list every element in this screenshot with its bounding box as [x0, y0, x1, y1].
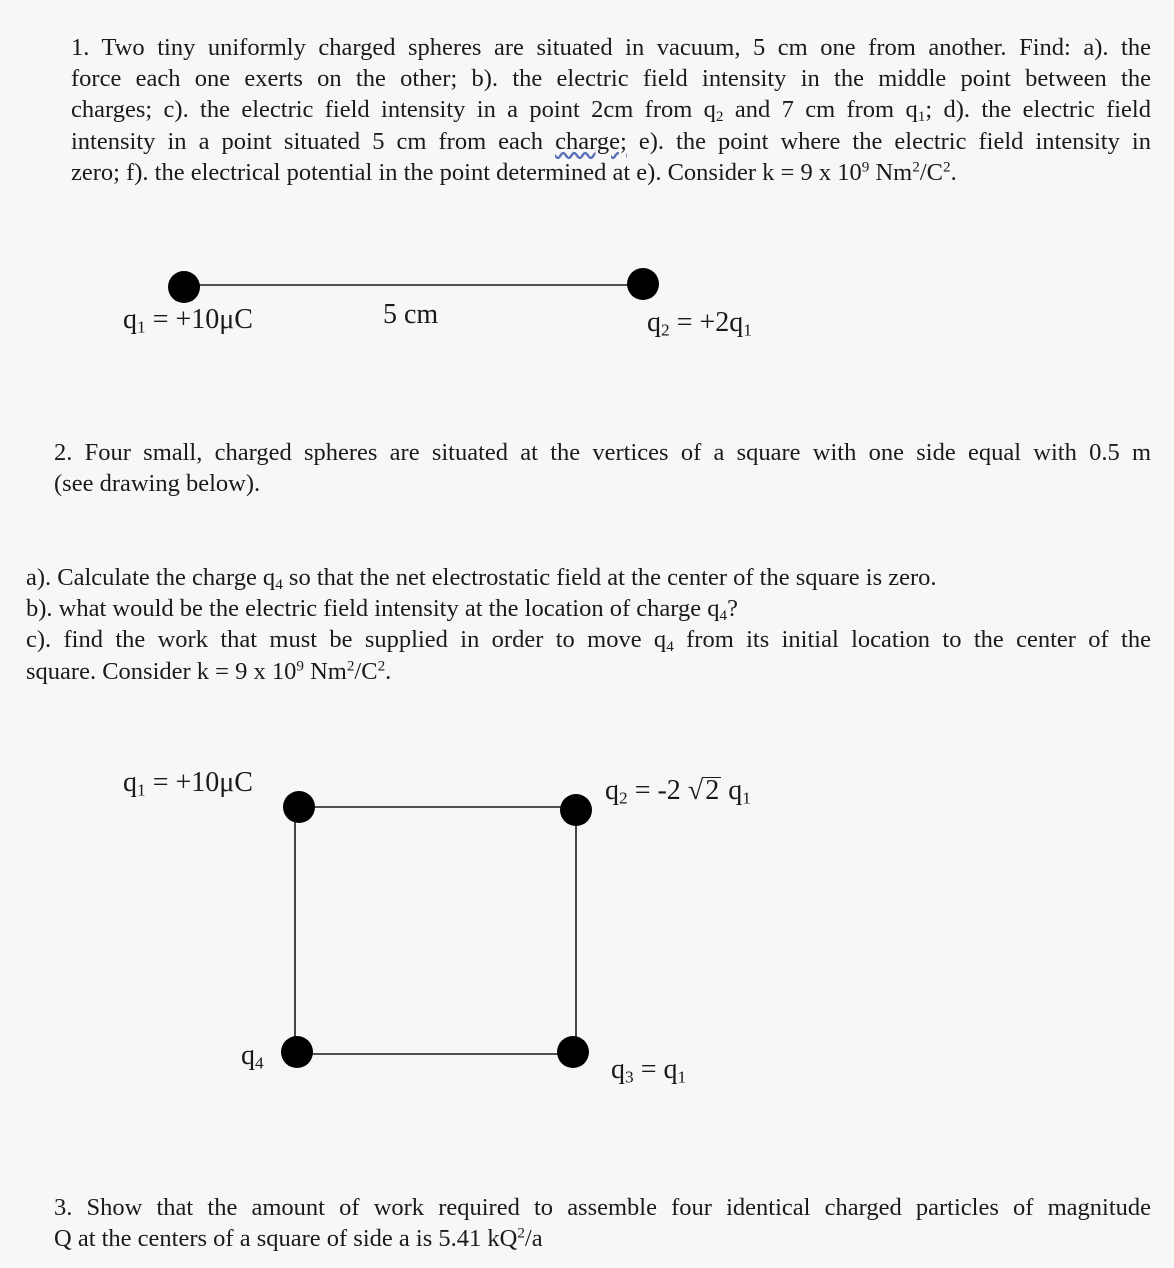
problem-1-line-4: intensity in a point situated 5 cm from each charge; e). the point where the electric field intensity in [71, 127, 1151, 155]
fig1-q2-label: $q_2 = +2q_1$ [647, 307, 752, 340]
problem-1-line-2: force each one exerts on the other; b). the electric field intensity in the middle point between the [71, 65, 1151, 93]
problem-2-line-1: 2. Four small, charged spheres are situated at the vertices of a square with one side equal with 0.5 m [54, 439, 1151, 466]
problem-1-line-1: 1. Two tiny uniformly charged spheres are situated in vacuum, 5 cm one from another. Find: a). the [71, 34, 1151, 61]
square-charge-q1 [283, 791, 315, 823]
square-q4-label: $q_4$ [241, 1040, 264, 1073]
fig1-charge-q2 [627, 268, 659, 300]
problem-3-line-2: Q at the centers of a square of side a is 5.41 $kQ^2/a$ [54, 1224, 543, 1253]
problem-2-text [54, 437, 1151, 499]
fig1-charge-q1 [168, 271, 200, 303]
fig1-distance-label: 5 cm [383, 299, 439, 330]
square-q2-label: $q_2 = -2$ √2 $q_1$ [605, 775, 751, 808]
sqrt-symbol-icon: √ [687, 775, 704, 806]
square-charge-q2 [560, 794, 592, 826]
square-charge-q3 [557, 1036, 589, 1068]
problem-3-text [54, 1192, 1151, 1254]
problem-1-line-5: zero; f). the electrical potential in the point determined at e). Consider k = 9 x $10^9$ $Nm^2/C^2$. [71, 158, 957, 186]
problem-1-line-3: charges; c). the electric field intensity in a point 2cm from $q_2$ and 7 cm from $q_1$; d). the electric field [71, 96, 1151, 126]
fig1-q1-label: $q_1 = +10\mu C$ [123, 304, 253, 337]
problem-2-part-c-line-2: square. Consider k = 9 x $10^9$ $Nm^2/C^2$. [26, 657, 392, 685]
problem-2-part-c-line-1: c). find the work that must be supplied in order to move $q_4$ from its initial location to the center of the [26, 626, 1151, 656]
problem-3-line-1: 3. Show that the amount of work required to assemble four identical charged particles of magnitude [54, 1194, 1151, 1221]
problem-2-parts [26, 562, 1151, 687]
spellcheck-underline: charge; [555, 127, 627, 155]
problem-2-part-b: b). what would be the electric field intensity at the location of charge $q_4$? [26, 595, 738, 624]
square-q1-label: $q_1 = +10\mu C$ [123, 767, 253, 800]
square-charge-q4 [281, 1036, 313, 1068]
square-q3-label: $q_3 = q_1$ [611, 1054, 687, 1087]
problem-1-text [71, 32, 1151, 188]
problem-2-part-a: a). Calculate the charge $q_4$ so that the net electrostatic field at the center of the square is zero. [26, 564, 937, 593]
problem-2-line-2: (see drawing below). [54, 470, 261, 498]
